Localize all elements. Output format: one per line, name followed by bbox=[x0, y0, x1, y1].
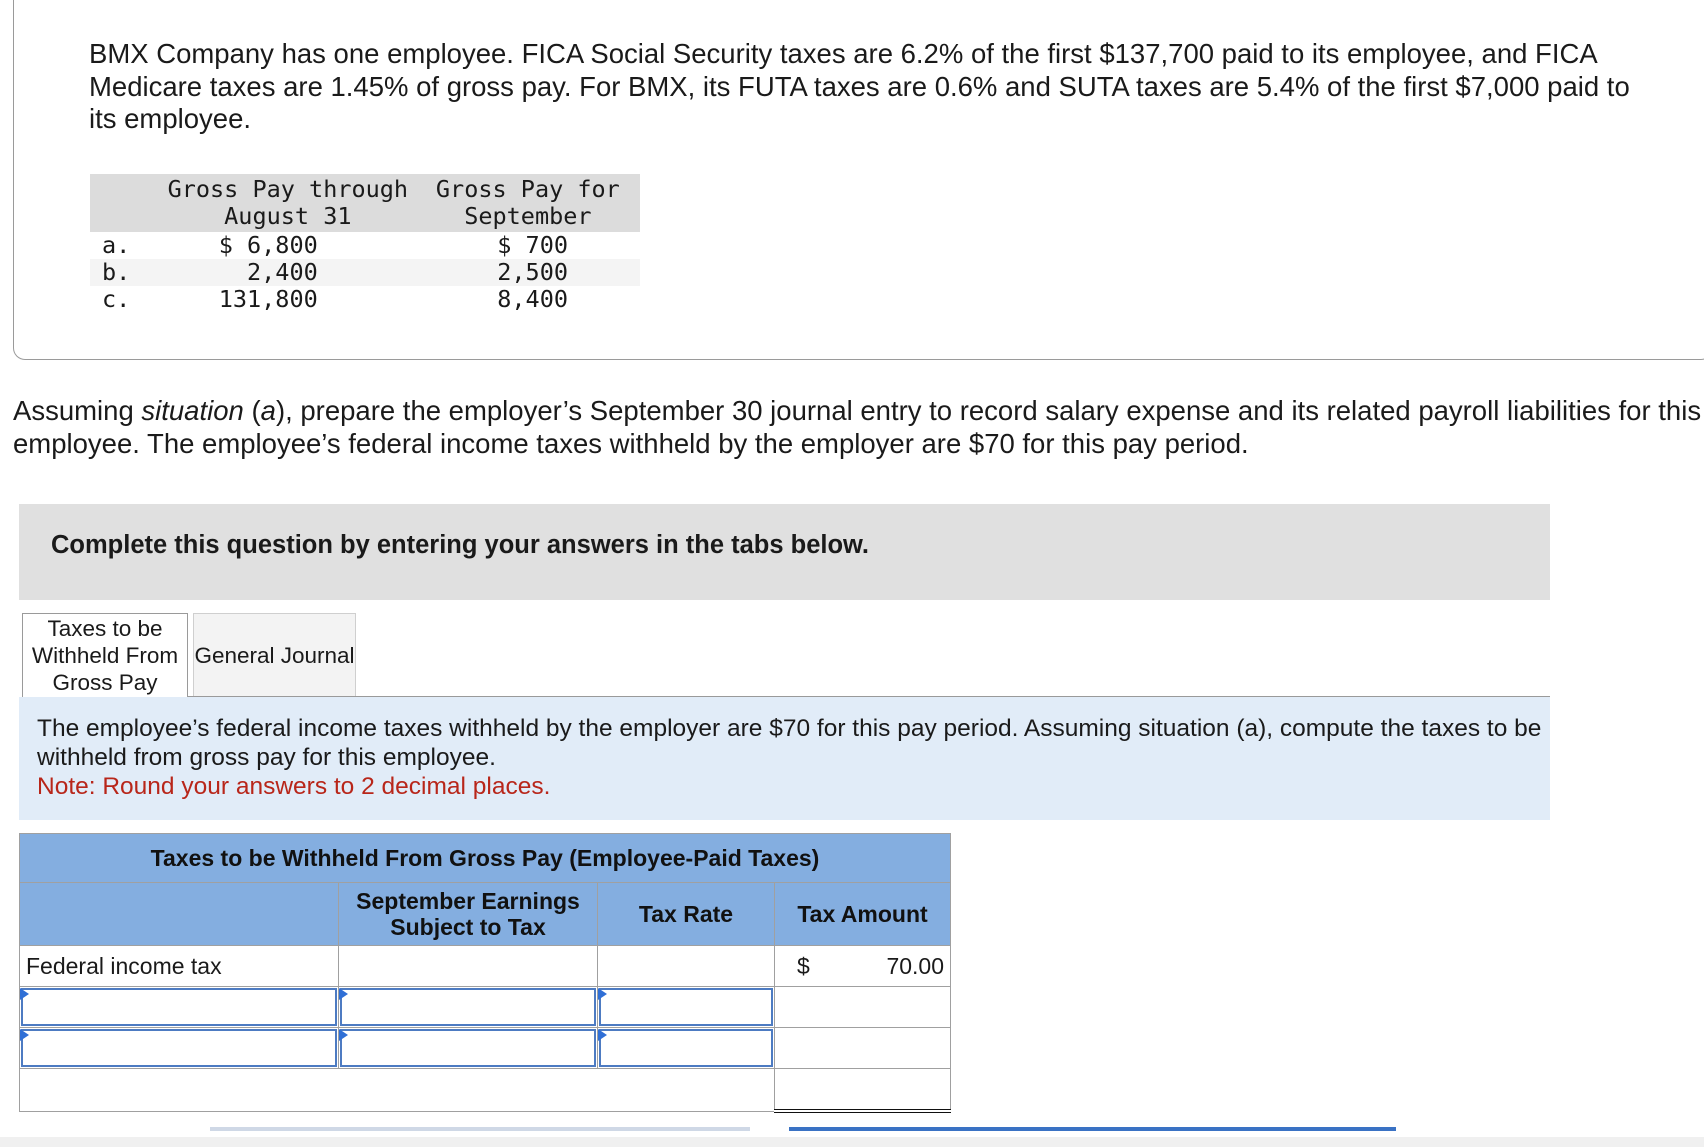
dropdown-marker-icon bbox=[20, 988, 29, 1000]
september-value: 2,500 bbox=[416, 259, 640, 286]
earnings-input[interactable] bbox=[339, 987, 598, 1028]
amount-cell bbox=[775, 987, 951, 1028]
amount-value: 70.00 bbox=[886, 952, 944, 979]
tab-taxes-withheld[interactable] bbox=[22, 613, 188, 697]
gross-pay-header-row bbox=[90, 174, 640, 232]
earnings-cell bbox=[339, 946, 598, 987]
tax-name-input[interactable] bbox=[20, 987, 339, 1028]
currency-symbol: $ bbox=[797, 952, 810, 979]
amount-cell bbox=[775, 946, 951, 987]
amount-cell bbox=[775, 1028, 951, 1069]
header-through-august: Gross Pay through August 31 bbox=[160, 174, 416, 232]
dropdown-marker-icon bbox=[20, 1029, 29, 1041]
september-value: $ 700 bbox=[497, 231, 568, 259]
withholding-header-row bbox=[20, 883, 951, 946]
rate-input[interactable] bbox=[598, 1028, 775, 1069]
through-august-value: 2,400 bbox=[160, 259, 416, 286]
gross-pay-table bbox=[90, 174, 640, 313]
dropdown-marker-icon bbox=[339, 988, 348, 1000]
row-label: a. bbox=[102, 231, 131, 259]
september-value: 8,400 bbox=[497, 285, 568, 313]
gross-pay-row-c bbox=[90, 286, 640, 313]
row-total bbox=[20, 1069, 951, 1112]
problem-intro: BMX Company has one employee. FICA Social Security taxes are 6.2% of the first $137,700 paid to its employee, and FICA Medicare taxes are 1.45% of gross pay. For BMX, its FUTA taxes are 0.6% and SUTA taxes are 5.4% of the first $7,000 paid to its employee. bbox=[89, 38, 1630, 134]
row-federal-income-tax bbox=[20, 946, 951, 987]
req-before: Assuming bbox=[13, 395, 142, 426]
total-amount-cell bbox=[775, 1069, 951, 1112]
req-situation: situation bbox=[141, 395, 244, 426]
rate-cell bbox=[598, 946, 775, 987]
prev-button-edge[interactable] bbox=[210, 1127, 750, 1131]
earnings-input[interactable] bbox=[339, 1028, 598, 1069]
col-label-header bbox=[20, 883, 339, 946]
req-situation-letter: a bbox=[260, 395, 276, 426]
withholding-table bbox=[19, 833, 951, 1113]
rate-input[interactable] bbox=[598, 987, 775, 1028]
withholding-table-title: Taxes to be Withheld From Gross Pay (Employee-Paid Taxes) bbox=[20, 834, 951, 883]
col-rate-header: Tax Rate bbox=[598, 883, 775, 946]
dropdown-marker-icon bbox=[598, 1029, 607, 1041]
row-label: Federal income tax bbox=[20, 946, 339, 987]
tab-general-journal[interactable] bbox=[193, 613, 356, 697]
dropdown-marker-icon bbox=[598, 988, 607, 1000]
row-label: c. bbox=[102, 285, 131, 313]
dropdown-marker-icon bbox=[339, 1029, 348, 1041]
through-august-value: 131,800 bbox=[218, 285, 318, 313]
tab-taxes-withheld-label: Taxes to be Withheld From Gross Pay bbox=[31, 616, 179, 695]
instruction-banner: Complete this question by entering your answers in the tabs below. bbox=[19, 504, 1550, 600]
col-amount-header: Tax Amount bbox=[775, 883, 951, 946]
tab-instructions bbox=[19, 697, 1550, 820]
tax-name-input[interactable] bbox=[20, 1028, 339, 1069]
row-input-2 bbox=[20, 1028, 951, 1069]
through-august-value: $ 6,800 bbox=[218, 231, 318, 259]
req-open-paren: ( bbox=[243, 395, 261, 426]
row-input-1 bbox=[20, 987, 951, 1028]
instructions-text: The employee’s federal income taxes withheld by the employer are $70 for this pay period. Assuming situation (a), compute the taxes to be withheld from gross pay for this employee. bbox=[37, 715, 1542, 771]
gross-pay-row-b bbox=[90, 259, 640, 286]
total-label-cell bbox=[20, 1069, 775, 1112]
row-label: b. bbox=[90, 259, 160, 286]
rounding-note: Note: Round your answers to 2 decimal places. bbox=[37, 773, 551, 800]
gross-pay-corner bbox=[90, 174, 160, 232]
header-september: Gross Pay for September bbox=[416, 174, 640, 232]
bottom-bar bbox=[0, 1137, 1704, 1147]
next-button-edge[interactable] bbox=[789, 1127, 1396, 1131]
col-earnings-header: September Earnings Subject to Tax bbox=[339, 883, 598, 946]
gross-pay-row-a bbox=[90, 232, 640, 259]
withholding-title-row bbox=[20, 834, 951, 883]
tab-general-journal-label: General Journal bbox=[194, 642, 355, 668]
req-after: ), prepare the employer’s September 30 journal entry to record salary expense and its related payroll liabilities for this employee. The employee’s federal income taxes withheld by the employer are $70 for this pay period. bbox=[13, 395, 1702, 459]
requirement-text bbox=[13, 395, 1703, 460]
